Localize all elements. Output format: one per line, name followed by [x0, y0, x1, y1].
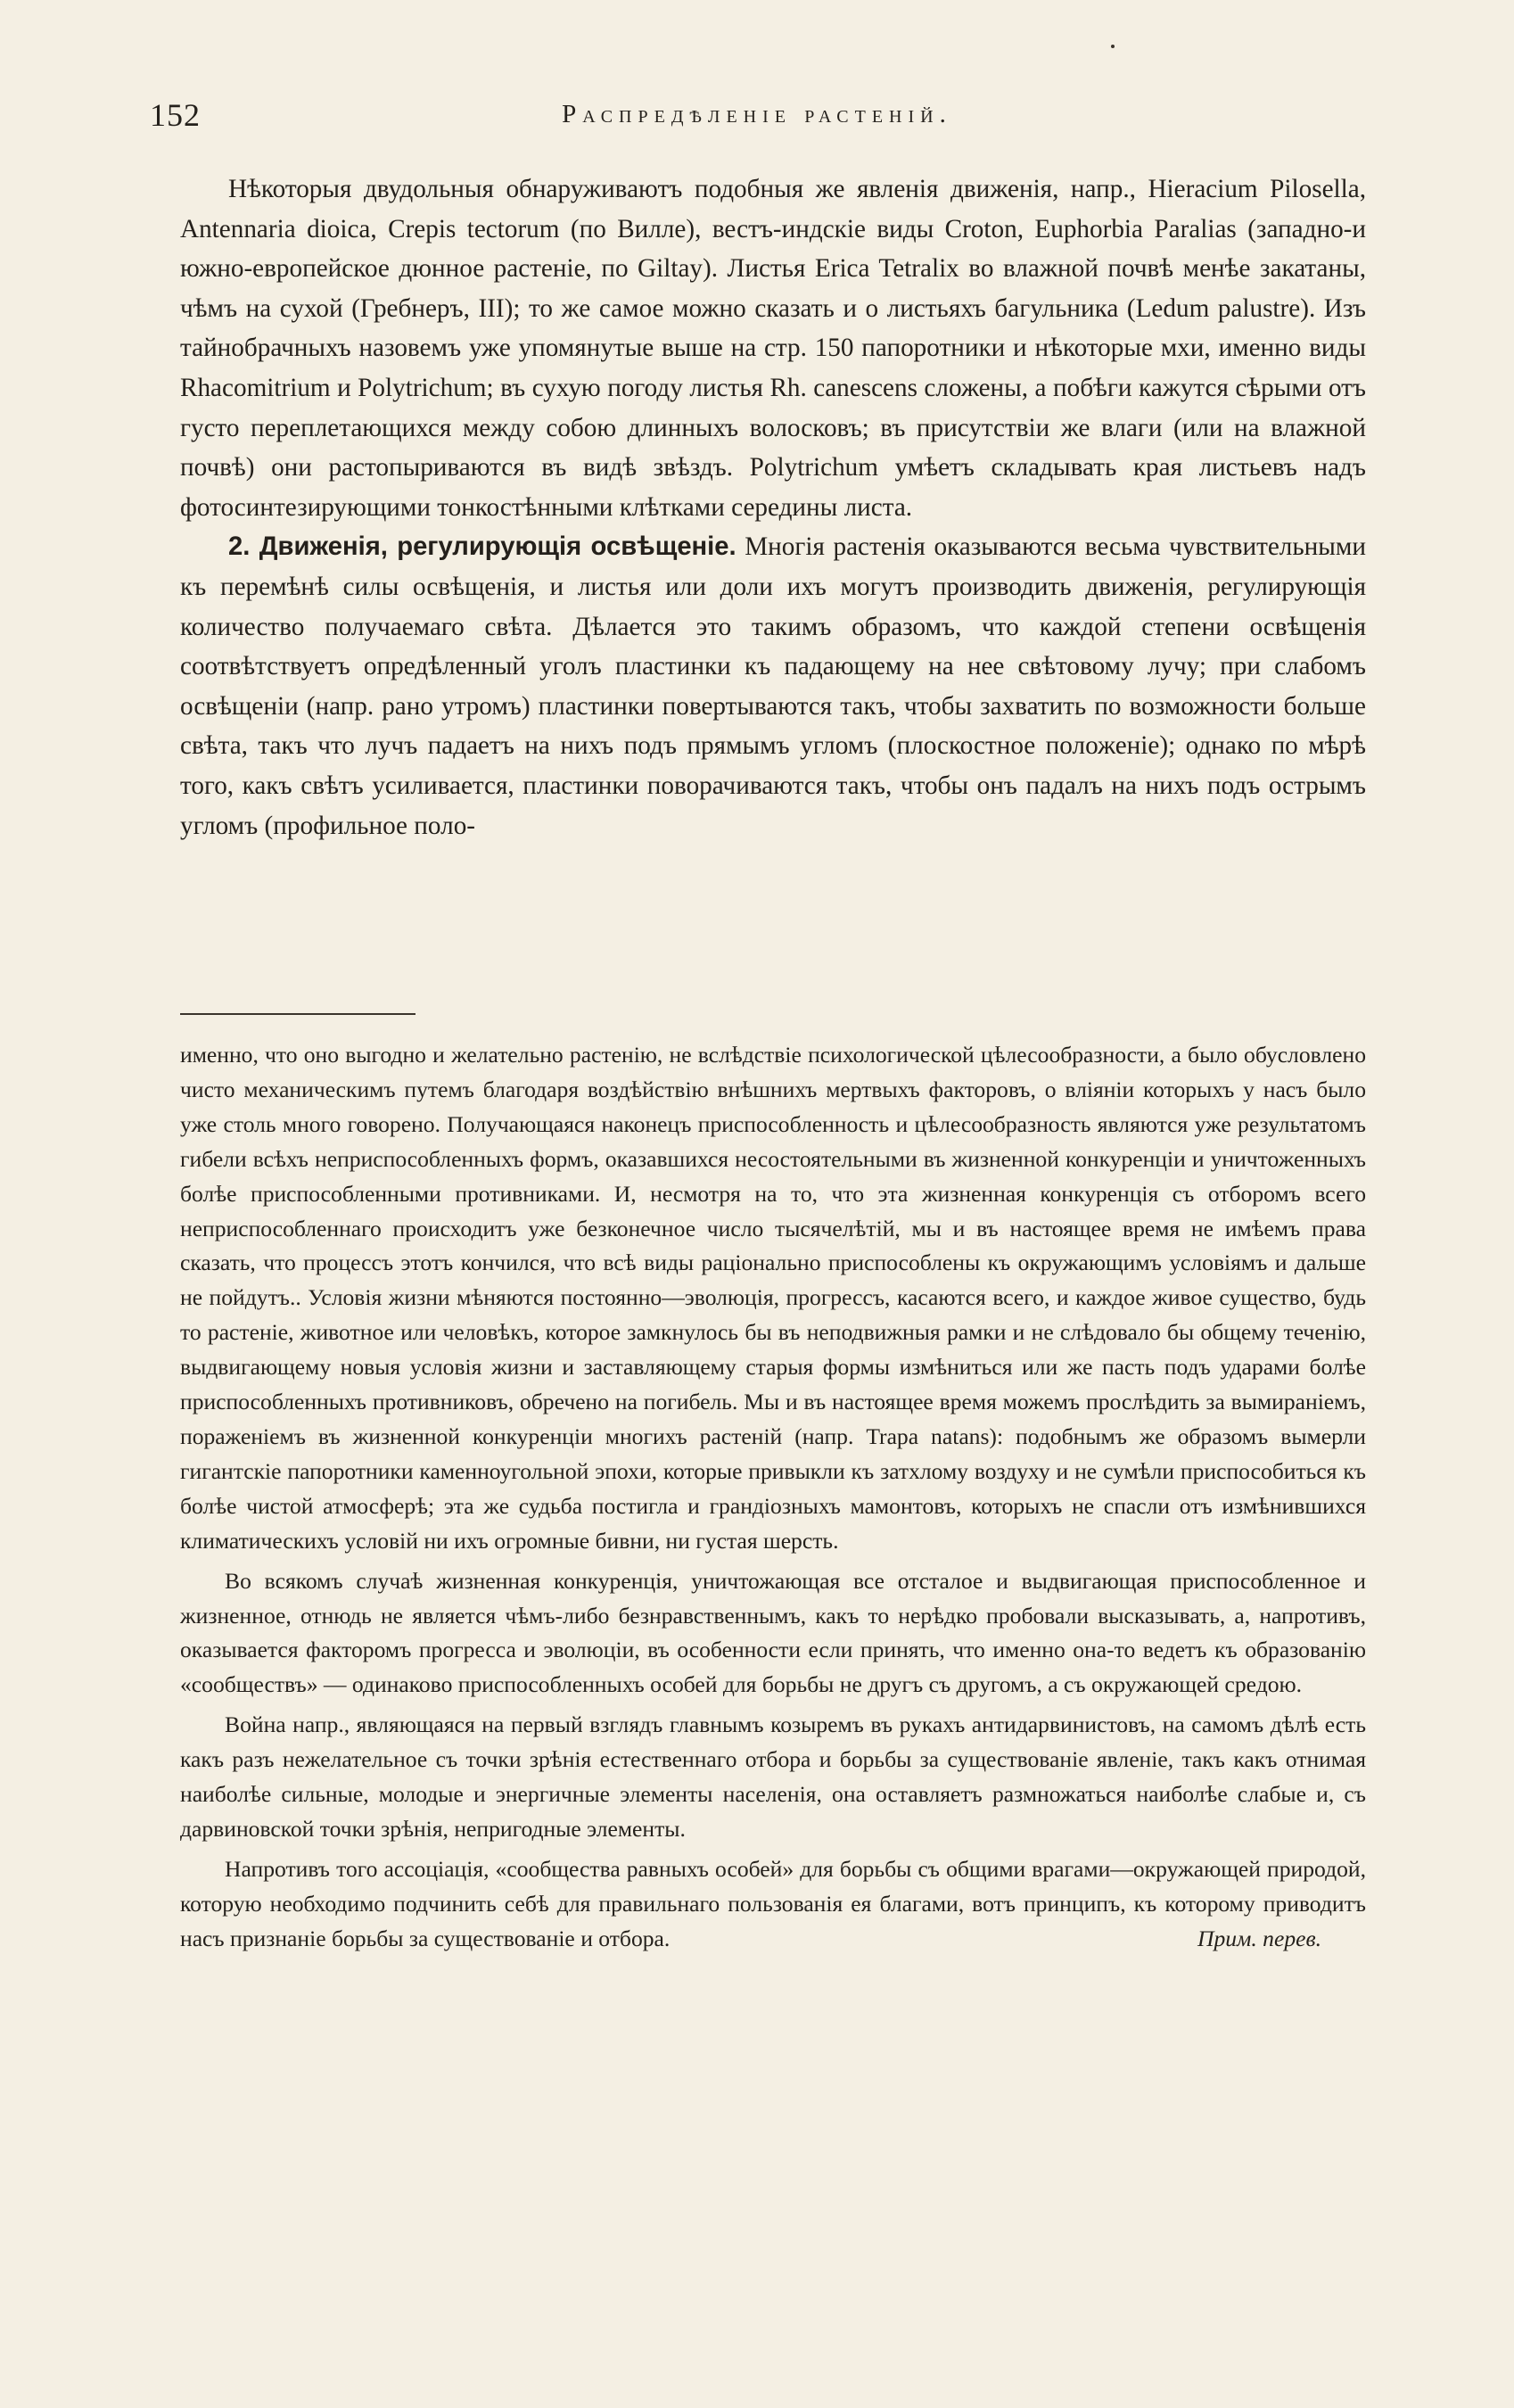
- body-paragraph: Нѣкоторыя двудольныя обнаруживаютъ подобныя же явленія движенія, напр., Hieracium Pilosella, Antennaria dioica, Crepis tectorum (по Вилле), вестъ-индскіе виды Croton, Euphorbia Paralias (западно-и южно-европейское дюнное растеніе, по Giltay). Листья Erica Tetralix во влажной почвѣ менѣе закатаны, чѣмъ на сухой (Гребнеръ, III); то же самое можно сказать и о листьяхъ багульника (Ledum palustre). Изъ тайнобрачныхъ назовемъ уже упомянутые выше на стр. 150 папоротники и нѣкоторые мхи, именно виды Rhacomitrium и Polytrichum; въ сухую погоду листья Rh. canescens сложены, а побѣги кажутся сѣрыми отъ густо переплетающихся между собою длинныхъ волосковъ; въ присутствіи же влаги (или на влажной почвѣ) они растопыриваются въ видѣ звѣздъ. Polytrichum умѣетъ складывать края листьевъ надъ фотосинтезирующими тонкостѣнными клѣтками середины листа.: [180, 175, 1366, 522]
- section-paragraph: [180, 527, 1366, 845]
- section-text: Многія растенія оказываются весьма чувствительными къ перемѣнѣ силы освѣщенія, и листья или доли ихъ могутъ производить движенія, регулирующія количество получаемаго свѣта. Дѣлается это такимъ образомъ, что каждой степени освѣщенія соотвѣтствуетъ опредѣленный уголъ пластинки къ падающему на нее свѣтовому лучу; при слабомъ освѣщеніи (напр. рано утромъ) пластинки повертываются такъ, чтобы захватить по возможности больше свѣта, такъ что лучъ падаетъ на нихъ подъ прямымъ угломъ (плоскостное положеніе); однако по мѣрѣ того, какъ свѣтъ усиливается, пластинки поворачиваются такъ, чтобы онъ падалъ на нихъ подъ острымъ угломъ (профильное поло-: [180, 532, 1366, 840]
- footnote: [180, 1038, 1366, 1957]
- footnote-text: Напротивъ того ассоціація, «сообщества равныхъ особей» для борьбы съ общими врагами—окружающей природой, которую необходимо подчинить себѣ для правильнаго пользованія ея благами, вотъ принципъ, къ которому приводитъ насъ признаніе борьбы за существованіе и отбора.: [180, 1855, 1366, 1951]
- translator-note-signature: Прим. перев.: [1197, 1925, 1321, 1951]
- print-speck: [1111, 45, 1115, 48]
- main-text: [180, 169, 1366, 845]
- page-number: 152: [150, 97, 201, 133]
- footnote-paragraph: Война напр., являющаяся на первый взглядъ главнымъ козыремъ въ рукахъ антидарвинистовъ, на самомъ дѣлѣ есть какъ разъ нежелательное съ точки зрѣнія естественнаго отбора и борьбы за существованіе явленіе, такъ какъ отнимая наиболѣе сильные, молодые и энергичные элементы населенія, она оставляетъ размножаться наиболѣе слабые и, съ дарвиновской точки зрѣнія, непригодные элементы.: [180, 1711, 1366, 1842]
- footnote-paragraph: именно, что оно выгодно и желательно растенію, не вслѣдствіе психологической цѣлесообразности, а было обусловлено чисто механическимъ путемъ благодаря воздѣйствію внѣшнихъ мертвыхъ факторовъ, о вліяніи которыхъ у насъ было уже столь много говорено. Получающаяся наконецъ приспособленность и цѣлесообразность являются уже результатомъ гибели всѣхъ неприспособленныхъ формъ, оказавшихся несостоятельными въ жизненной конкуренціи и уничтоженныхъ болѣе приспособленными противниками. И, несмотря на то, что эта жизненная конкуренція съ отборомъ всего неприспособленнаго происходитъ уже безконечное число тысячелѣтій, мы и въ настоящее время не имѣемъ права сказать, что процессъ этотъ кончился, что всѣ виды раціонально приспособлены къ окружающимъ условіямъ и дальше не пойдутъ.. Условія жизни мѣняются постоянно—эволюція, прогрессъ, касаются всего, и каждое живое существо, будь то растеніе, животное или человѣкъ, которое замкнулось бы въ неподвижныя рамки и не слѣдовало бы общему теченію, выдвигающему новыя условія жизни и заставляющему старыя формы измѣниться или же пасть подъ ударами болѣе приспособленныхъ противниковъ, обречено на погибель. Мы и въ настоящее время можемъ прослѣдить за вымираніемъ, пораженіемъ въ жизненной конкуренціи многихъ растеній (напр. Trapa natans): подобнымъ же образомъ вымерли гигантскіе папоротники каменноугольной эпохи, которые привыкли къ затхлому воздуху и не сумѣли приспособиться къ болѣе чистой атмосферѣ; эта же судьба постигла и грандіозныхъ мамонтовъ, которыхъ не спасли отъ измѣнившихся климатическихъ условій ни ихъ огромные бивни, ни густая шерсть.: [180, 1042, 1366, 1554]
- footnote-paragraph-last: [180, 1852, 1366, 1957]
- footnote-divider: [180, 1013, 416, 1015]
- page-header: [150, 96, 1364, 141]
- section-heading: 2. Движенія, регулирующія освѣщеніе.: [228, 532, 736, 562]
- running-title: Распредѣленіе растеній.: [562, 100, 952, 128]
- footnote-paragraph: Во всякомъ случаѣ жизненная конкуренція, уничтожающая все отсталое и выдвигающая приспособленное и жизненное, отнюдь не является чѣмъ-либо безнравственнымъ, какъ то нерѣдко пробовали высказывать, а, напротивъ, оказывается факторомъ прогресса и эволюціи, въ особенности если принять, что именно она-то ведетъ къ образованію «сообществъ» — одинаково приспособленныхъ особей для борьбы не другъ съ другомъ, а съ окружающей средою.: [180, 1567, 1366, 1698]
